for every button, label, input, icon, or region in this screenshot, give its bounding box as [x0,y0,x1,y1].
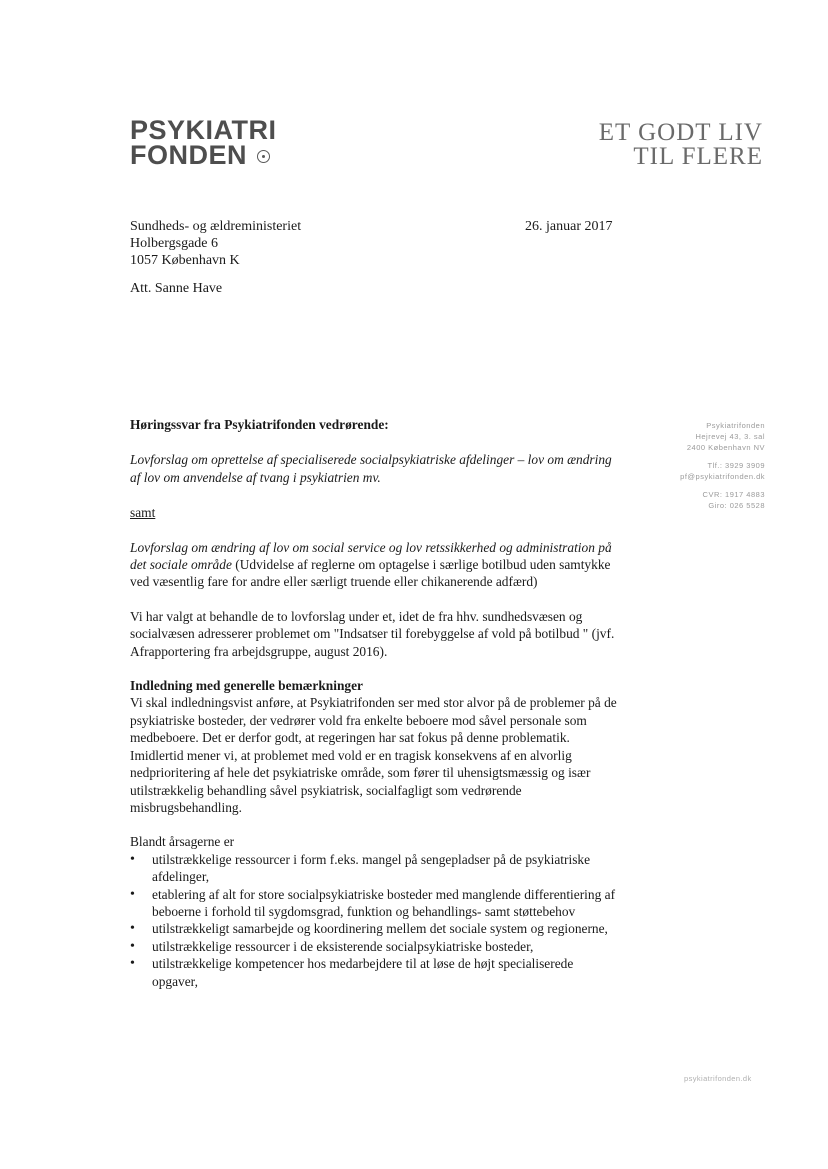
letter-date: 26. januar 2017 [525,219,613,234]
recipient-line-1: Sundheds- og ældreministeriet [130,219,302,234]
logo-line-2 [130,140,277,170]
list-item: • utilstrækkelige ressourcer i de eksisterende socialpsykiatriske bosteder, [152,938,620,955]
samt-label: samt [130,505,156,521]
list-item: • utilstrækkelige kompetencer hos medarbejdere til at løse de højt specialiserede opgaver, [152,955,620,990]
sender-city: 2400 København NV [686,443,765,452]
causes-list [130,851,620,990]
bill-2-description: (Udvidelse af reglerne om optagelse i særlige botilbud uden samtykke ved væsentlig fare for andre eller særligt truende eller chikanerende adfærd) [130,557,611,590]
intro-paragraph: Vi skal indledningsvist anføre, at Psykiatrifonden ser med stor alvor på de problemer på de psykiatriske bosteder, der vedrører vold fra enkelte beboere mod såvel personale som medbeboere. Det er derfor godt, at regeringen har sat fokus på denne problematik. Imidlertid mener vi, at problemet med vold er en tragisk konsekvens af en alvorlig nedprioritering af hele det psykiatriske område, som fører til uhensigtsmæssig og især utilstrækkelig behandling såvel psykiatrisk, socialfagligt som vedrørende misbrugsbehandling. [130,695,617,815]
sender-org: Psykiatrifonden [706,421,765,430]
sender-giro: Giro: 026 5528 [708,501,765,510]
letter-body [130,416,620,990]
sender-contact-info [640,420,765,518]
paragraph-1: Vi har valgt at behandle de to lovforslag under et, idet de fra hhv. sundhedsvæsen og socialvæsen adresserer problemet om "Indsatser til forebyggelse af vold på botilbud " (jvf. Afrapportering fra arbejdsgruppe, august 2016). [130,608,615,659]
sender-phone: Tlf.: 3929 3909 [707,461,765,470]
attention-line: Att. Sanne Have [130,281,223,296]
sender-email: pf@psykiatrifonden.dk [680,472,765,481]
footer-website: psykiatrifonden.dk [684,1074,752,1083]
recipient-line-3: 1057 København K [130,253,240,268]
list-item: • utilstrækkelige ressourcer i form f.eks. mangel på sengepladser på de psykiatriske afdelinger, [152,851,620,886]
recipient-address [130,218,301,269]
causes-intro: Blandt årsagerne er [130,834,235,850]
letter-heading: Høringssvar fra Psykiatrifonden vedrørende: [130,417,389,432]
logo-line-1: PSYKIATRI [130,115,277,145]
intro-heading: Indledning med generelle bemærkninger [130,678,363,694]
tagline-logo [599,121,763,169]
tagline-line-1: ET GODT LIV [598,119,763,146]
logo-line-2-text: FONDEN [130,140,247,170]
psykiatrifonden-logo [130,115,277,170]
recipient-line-2: Holbergsgade 6 [130,236,218,251]
bill-1-title: Lovforslag om oprettelse af specialiserede socialpsykiatriske afdelinger – lov om ændring af lov om anvendelse af tvang i psykiatrien mv. [130,452,612,485]
list-item: • etablering af alt for store socialpsykiatriske bosteder med manglende differentiering af beboerne i forhold til sygdomsgrad, funktion og behandlings- samt støttebehov [152,886,620,921]
tagline-line-2: TIL FLERE [633,143,763,170]
bill-2-italic: Lovforslag om ændring af lov om social service og lov retssikkerhed og administration på det sociale område [130,539,612,573]
sender-street: Hejrevej 43, 3. sal [695,432,765,441]
logo-circle-icon [257,150,270,163]
sender-cvr: CVR: 1917 4883 [702,490,765,499]
bill-2-title [130,539,620,591]
list-item: • utilstrækkeligt samarbejde og koordinering mellem det sociale system og regionerne, [152,920,620,937]
